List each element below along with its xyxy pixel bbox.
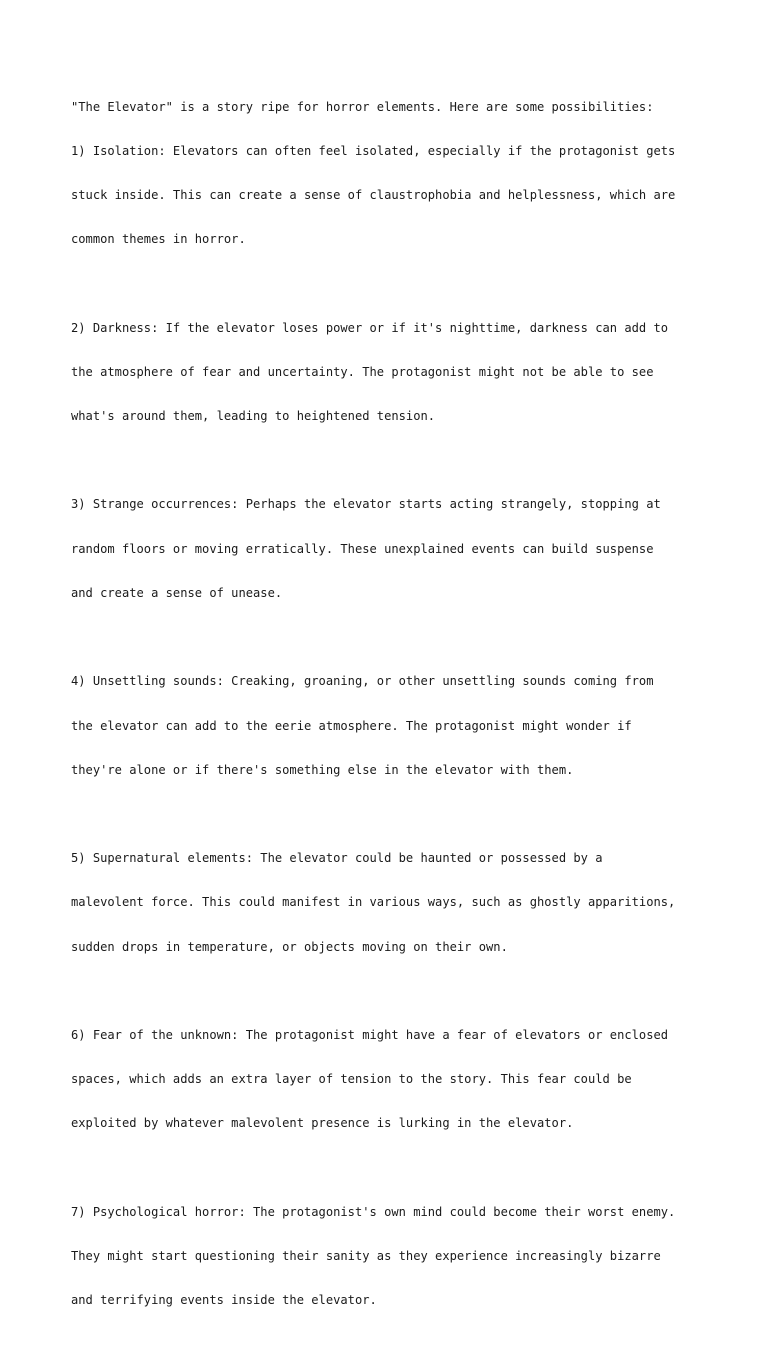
text-line: 3) Strange occurrences: Perhaps the elevator starts acting strangely, stopping at bbox=[71, 497, 661, 512]
text-line: 5) Supernatural elements: The elevator could be haunted or possessed by a bbox=[71, 851, 603, 866]
text-line: the atmosphere of fear and uncertainty. The protagonist might not be able to see bbox=[71, 364, 654, 379]
text-line: they're alone or if there's something else in the elevator with them. bbox=[71, 762, 574, 777]
text-line: and create a sense of unease. bbox=[71, 585, 283, 600]
text-line: 1) Isolation: Elevators can often feel isolated, especially if the protagonist gets bbox=[71, 143, 676, 158]
text-line: spaces, which adds an extra layer of tension to the story. This fear could be bbox=[71, 1072, 632, 1087]
text-line: They might start questioning their sanity as they experience increasingly bizarre bbox=[71, 1249, 661, 1264]
text-line: exploited by whatever malevolent presence is lurking in the elevator. bbox=[71, 1116, 574, 1131]
paragraph-psychological-horror bbox=[71, 1175, 721, 1337]
text-line: sudden drops in temperature, or objects moving on their own. bbox=[71, 939, 508, 954]
paragraph-intro-isolation bbox=[71, 70, 721, 277]
text-line: common themes in horror. bbox=[71, 232, 246, 247]
document-body bbox=[71, 70, 721, 1352]
paragraph-strange-occurrences bbox=[71, 468, 721, 630]
paragraph-supernatural-elements bbox=[71, 822, 721, 984]
text-line: malevolent force. This could manifest in various ways, such as ghostly apparitions, bbox=[71, 895, 676, 910]
text-line: 6) Fear of the unknown: The protagonist might have a fear of elevators or enclosed bbox=[71, 1027, 669, 1042]
text-line: and terrifying events inside the elevator. bbox=[71, 1293, 377, 1308]
paragraph-fear-of-unknown bbox=[71, 998, 721, 1160]
text-line: 2) Darkness: If the elevator loses power or if it's nighttime, darkness can add to bbox=[71, 320, 669, 335]
text-line: "The Elevator" is a story ripe for horror elements. Here are some possibilities: bbox=[71, 99, 654, 114]
text-line: 7) Psychological horror: The protagonist's own mind could become their worst enemy. bbox=[71, 1204, 676, 1219]
text-line: what's around them, leading to heightened tension. bbox=[71, 409, 436, 424]
text-line: random floors or moving erratically. These unexplained events can build suspense bbox=[71, 541, 654, 556]
paragraph-unsettling-sounds bbox=[71, 645, 721, 807]
text-line: stuck inside. This can create a sense of claustrophobia and helplessness, which are bbox=[71, 188, 676, 202]
text-line: 4) Unsettling sounds: Creaking, groaning, or other unsettling sounds coming from bbox=[71, 674, 654, 689]
text-line: the elevator can add to the eerie atmosphere. The protagonist might wonder if bbox=[71, 718, 632, 733]
paragraph-darkness bbox=[71, 291, 721, 453]
